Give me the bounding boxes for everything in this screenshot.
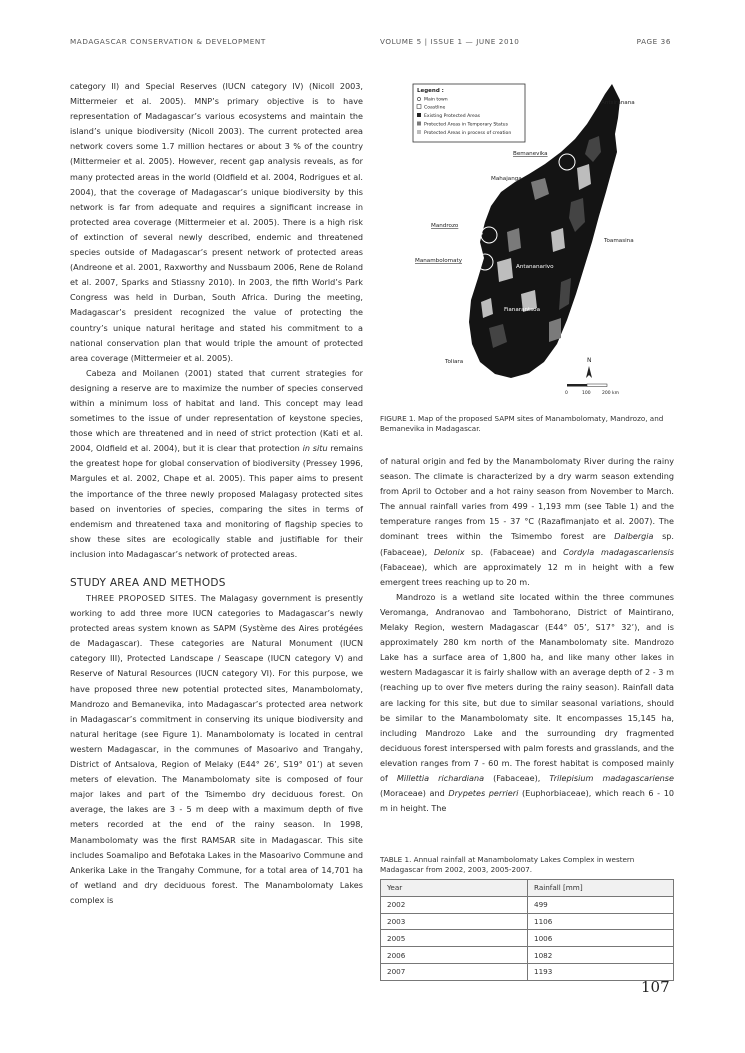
north-arrow-icon <box>586 366 592 378</box>
table-cell: 1082 <box>528 947 674 964</box>
table-cell: 1106 <box>528 913 674 930</box>
scale-label: 0 <box>565 391 568 396</box>
town-label-manambolomaty: Manambolomaty <box>415 258 463 264</box>
running-header-journal: MADAGASCAR CONSERVATION & DEVELOPMENT <box>70 37 266 46</box>
legend-item: Protected Areas in Temporary Status <box>424 122 508 128</box>
town-label-antananarivo: Antananarivo <box>516 264 554 270</box>
coastline-symbol <box>417 105 421 109</box>
north-label: N <box>587 357 592 364</box>
legend-item: Protected Areas in process of creation <box>424 131 512 136</box>
table-cell: 2002 <box>381 896 528 913</box>
town-label-bemanevika: Bemanevika <box>513 151 548 157</box>
paragraph: THREE PROPOSED SITES. The Malagasy government is presently working to add three more IUCN categories to Madagascar’s newly protected areas system known as SAPM (Système des Aires protégées de Madagascar). These categories are Natural Monument (IUCN category III), Protected Landscape / Seascape (IUCN category V) and Reserve of Natural Resources (IUCN category VI). For this purpose, we have proposed three new potential protected sites, Manambolomaty, Mandrozo and Bemanevika, into Madagascar’s protected area network in Madagascar’s commitment in conserving its unique biodiversity and natural heritage (see Figure 1). Manambolomaty is located in central western Madagascar, in the communes of Masoarivo and Trangahy, District of Antsalova, Region of Melaky (E44° 26’, S19° 01’) at seven meters of elevation. The Manambolomaty site is composed of four major lakes and part of the Tsimembo dry deciduous forest. On average, the lakes are 3 - 5 m deep with a maximum depth of five meters recorded at the end of the rainy season. In 1998, Manambolomaty was the first RAMSAR site in Madagascar. This site includes Soamalipo and Befotaka Lakes in the Masoarivo Commune and Ankerika Lake in the Trangahy Commune, for a total area of 14,701 ha of wetland and dry deciduous forest. The Manambolomaty Lakes complex is <box>70 593 363 905</box>
legend-item: Existing Protected Areas <box>424 114 481 119</box>
scale-label: 100 <box>582 391 591 396</box>
figure-caption: FIGURE 1. Map of the proposed SAPM sites of Manambolomaty, Mandrozo, and Bemanevika in Madagascar. <box>380 414 664 433</box>
table-cell: 1006 <box>528 930 674 947</box>
pointer-line <box>465 230 483 234</box>
left-column <box>70 79 363 908</box>
table-header-cell: Rainfall [mm] <box>528 880 674 897</box>
table-caption: TABLE 1. Annual rainfall at Manambolomaty Lakes Complex in western Madagascar from 2002, 2003, 2005-2007. <box>380 855 635 874</box>
legend-item: Coastline <box>424 105 446 111</box>
scale-label: 200 km <box>602 391 620 396</box>
table-row <box>381 896 674 913</box>
madagascar-map-figure <box>411 82 650 406</box>
rainfall-table <box>380 879 674 981</box>
paragraph: category II) and Special Reserves (IUCN category IV) (Nicoll 2003, Mittermeier et al. 2005). MNP’s primary objective is to have representation of Madagascar’s various ecosystems and maintain the island’s unique biodiversity (Nicoll 2003). The current protected area network covers some 1.7 million hectares or about 3 % of the country (Mittermeier et al. 2005). However, recent gap analysis reveals, as for many protected areas in the world (Oldfield et al. 2004, Rodrigues et al. 2004), that the coverage of Madagascar’s unique biodiversity by this network is far from adequate and requires a significant increase in protected area coverage (Mittermeier et al. 2005). There is a high risk of extinction of several newly described, endemic and threatened species outside of Madagascar’s present network of protected areas (Andreone et al. 2001, Raxworthy and Nussbaum 2006, Rene de Roland et al. 2007, Sparks and Stiassny 2010). In 2003, the fifth World’s Park Congress was held in Durban, South Africa. During the meeting, Madagascar’s president recognized the value of protecting the country’s unique natural heritage and stated his commitment to a national conservation plan that would triple the amount of protected area coverage (Mittermeier et al. 2005). <box>70 81 363 363</box>
table-cell: 2003 <box>381 913 528 930</box>
planned-pa-symbol <box>417 130 421 134</box>
existing-pa-symbol <box>417 113 421 117</box>
table-cell: 1193 <box>528 963 674 980</box>
legend-title: Legend : <box>417 88 444 94</box>
subheading: THREE PROPOSED SITES. <box>86 593 197 603</box>
paragraph: Mandrozo is a wetland site located within the three communes Veromanga, Andranovao and Tambohorano, District of Maintirano, Melaky Region, western Madagascar (E44° 05’, S17° 32’), and is approximately 280 km north of the Manambolomaty site. Mandrozo Lake has a surface area of 1,800 ha, and like many other lakes in western Madagascar it is fairly shallow with an average depth of 2 - 3 m (reaching up to over five meters during the rainy season). Rainfall data are lacking for this site, but due to similar seasonal variations, should be similar to the Manambolomaty site. It encompasses 15,145 ha, including Mandrozo Lake and the surrounding dry fragmented deciduous forest interspersed with palm forests and grasslands, and the elevation ranges from 7 - 60 m. The forest habitat is composed mainly of Millettia richardiana (Fabaceae), Trilepisium madagascariense (Moraceae) and Drypetes perrieri (Euphorbiaceae), which reach 6 - 10 m in height. The <box>380 591 674 814</box>
table-cell: 2006 <box>381 947 528 964</box>
town-label-mahajanga: Mahajanga <box>491 176 522 182</box>
table-cell: 2005 <box>381 930 528 947</box>
right-column <box>380 454 674 816</box>
table-row <box>381 947 674 964</box>
table-header-cell: Year <box>381 880 528 897</box>
table-row <box>381 930 674 947</box>
scale-bar <box>565 384 619 396</box>
map-svg <box>411 82 650 406</box>
paragraph: of natural origin and fed by the Manambolomaty River during the rainy season. The climate is characterized by a dry warm season extending from April to October and a hot rainy season from November to March. The annual rainfall varies from 499 - 1,193 mm (see Table 1) and the temperature ranges from 15 - 37 °C (Razafimanjato et al. 2007). The dominant trees within the Tsimembo forest are Dalbergia sp. (Fabaceae), Delonix sp. (Fabaceae) and Cordyla madagascariensis (Fabaceae), which are approximately 12 m in height with a few emergent trees reaching up to 20 m. <box>380 456 674 587</box>
table-row <box>381 963 674 980</box>
table-row <box>381 913 674 930</box>
table-cell: 499 <box>528 896 674 913</box>
town-label-antsiranana: Antsiranana <box>601 100 635 106</box>
legend-item: Main town <box>424 97 448 103</box>
town-label-toamasina: Toamasina <box>604 238 634 244</box>
running-header-page: PAGE 36 <box>636 37 671 46</box>
town-label-mandrozo: Mandrozo <box>431 223 459 229</box>
table-cell: 2007 <box>381 963 528 980</box>
town-label-toliara: Toliara <box>445 359 464 365</box>
section-title: STUDY AREA AND METHODS <box>70 577 226 589</box>
temporary-pa-symbol <box>417 122 421 126</box>
page-number: 107 <box>641 978 670 996</box>
paragraph: Cabeza and Moilanen (2001) stated that current strategies for designing a reserve are to maximize the number of species conserved within a minimum loss of habitat and land. This concept may lead sometimes to the issue of under representation of keystone species, those which are threatened and in need of strict protection (Kati et al. 2004, Oldfield et al. 2004), but it is clear that protection in situ remains the greatest hope for global conservation of biodiversity (Pressey 1996, Margules et al. 2002, Chape et al. 2005). This paper aims to present the importance of the three newly proposed Malagasy protected sites based on inventories of species, comparing the sites in terms of endemism and threatened taxa and monitoring of flagship species to show these sites are ecologically stable and justifiable for their inclusion into Madagascar’s network of protected areas. <box>70 367 363 559</box>
table-header-row <box>381 880 674 897</box>
town-label-fianarantsoa: Fianarantsoa <box>504 307 540 313</box>
running-header-volume: VOLUME 5 | ISSUE 1 — JUNE 2010 <box>380 37 520 46</box>
